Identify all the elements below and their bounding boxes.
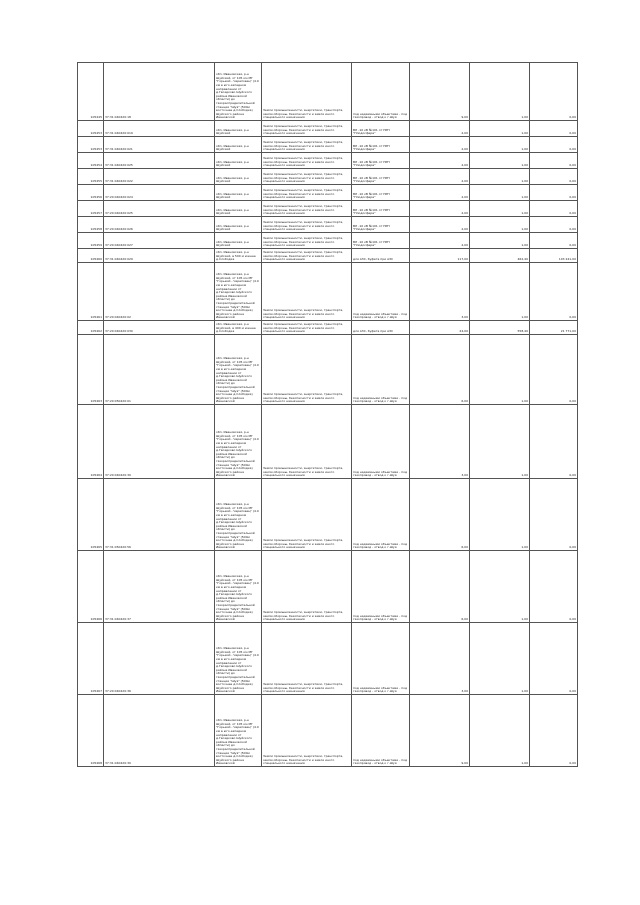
table-row: [78, 137, 578, 153]
amount: 0,00: [530, 695, 578, 767]
rate: 1,00: [470, 551, 530, 623]
rate: 558,40: [470, 321, 530, 335]
address: обл. Ивановская, р-н Шуйский, от 105 км МГ "Горький - Череповец" (4.0 км в юго-западном направлении от д.Гвоздково Шуйского района Ивановской области) до газораспределительной станции "Шуя" (500м восточнее д.Слободка) Шуйского района Ивановской: [215, 405, 262, 479]
rate: 462,40: [470, 249, 530, 263]
table-row: [78, 551, 578, 623]
land-category: Земли промышленности, энергетики, транспорта, земли обороны, безопасности и земли иного специального назначения: [262, 551, 352, 623]
area: 6,00: [410, 551, 470, 623]
land-category: Земли промышленности, энергетики, транспорта, земли обороны, безопасности и земли иного специального назначения: [262, 695, 352, 767]
row-number: 105464: [78, 405, 104, 479]
area: 3,00: [410, 263, 470, 321]
cadastral-number: 37:20:040420:024: [104, 185, 215, 201]
table-row: [78, 249, 578, 263]
land-plots-table: [77, 62, 578, 767]
amount: 21 771,00: [530, 321, 578, 335]
row-number: 105457: [78, 201, 104, 217]
amount: 0,00: [530, 153, 578, 169]
amount: 0,00: [530, 137, 578, 153]
table-row: [78, 623, 578, 695]
table-row: [78, 405, 578, 479]
area: 2,00: [410, 217, 470, 233]
permitted-use: под надземными объектами - под газопровод - отвод к г.Шуя: [352, 479, 410, 551]
cadastral-number: 37:31:040420:022: [104, 169, 215, 185]
address: обл. Ивановская, р-н Шуйский: [215, 137, 262, 153]
address: обл. Ивановская, р-н Шуйский, от 105 км МГ "Горький - Череповец" (4.0 км в юго-западном направлении от д.Гвоздково Шуйского района Ивановской области) до газораспределительной станции "Шуя" (500м восточнее д.Слободка) Шуйского района Ивановской: [215, 263, 262, 321]
rate: 1,00: [470, 217, 530, 233]
area: 24,00: [410, 321, 470, 335]
cadastral-number: 37:20:050420:01: [104, 335, 215, 405]
land-category: Земли промышленности, энергетики, транспорта, земли обороны, безопасности и земли иного специального назначения: [262, 405, 352, 479]
cadastral-number: 37:31:040420:30: [104, 695, 215, 767]
row-number: 105460: [78, 249, 104, 263]
cadastral-number: 37:31:040420:021: [104, 137, 215, 153]
rate: 1,00: [470, 63, 530, 121]
permitted-use: под надземными объектами - под газопровод - отвод к г.Шуя: [352, 335, 410, 405]
table-row: [78, 201, 578, 217]
table-row: [78, 217, 578, 233]
row-number: 105466: [78, 551, 104, 623]
row-number: 105461: [78, 263, 104, 321]
permitted-use: ВЛ -10 кВ №101 от ПРП "Плодосфера": [352, 201, 410, 217]
land-category: Земли промышленности, энергетики, транспорта, земли обороны, безопасности и земли иного специального назначения: [262, 153, 352, 169]
amount: 0,00: [530, 263, 578, 321]
address: обл. Ивановская, р-н Шуйский, от 105 км МГ "Горький - Череповец" (4.0 км в юго-западном направлении от д.Гвоздково Шуйского района Ивановской области) до газораспределительной станции "Шуя" (500м восточнее д.Слободка) Шуйского района Ивановской: [215, 551, 262, 623]
amount: 0,00: [530, 551, 578, 623]
area: 2,00: [410, 153, 470, 169]
land-category: Земли промышленности, энергетики, транспорта, земли обороны, безопасности и земли иного специального назначения: [262, 479, 352, 551]
permitted-use: под надземными объектами - под газопровод - отвод к г.Шуя: [352, 623, 410, 695]
table-row: [78, 263, 578, 321]
cadastral-number: 37:20:040420:30: [104, 405, 215, 479]
rate: 1,00: [470, 695, 530, 767]
table-row: [78, 121, 578, 137]
table-row: [78, 335, 578, 405]
amount: 0,00: [530, 335, 578, 405]
row-number: 105455: [78, 169, 104, 185]
amount: 0,00: [530, 63, 578, 121]
table-row: [78, 169, 578, 185]
cadastral-number: 37:20:040420:030: [104, 321, 215, 335]
land-category: Земли промышленности, энергетики, транспорта, земли обороны, безопасности и земли иного специального назначения: [262, 249, 352, 263]
amount: 0,00: [530, 479, 578, 551]
row-number: 105454: [78, 153, 104, 169]
row-number: 105467: [78, 623, 104, 695]
row-number: 105462: [78, 321, 104, 335]
area: 2,00: [410, 185, 470, 201]
row-number: 105465: [78, 479, 104, 551]
area: 2,00: [410, 233, 470, 249]
address: обл. Ивановская, р-н Шуйский: [215, 217, 262, 233]
row-number: 105463: [78, 335, 104, 405]
address: обл. Ивановская, р-н Шуйский: [215, 201, 262, 217]
permitted-use: под надземными объектами - под газопровод - отвод к г.Шуя: [352, 263, 410, 321]
area: 2,00: [410, 121, 470, 137]
address: обл. Ивановская, р-н Шуйский, от 105 км МГ "Горький - Череповец" (4.0 км в юго-западном направлении от д.Гвоздково Шуйского района Ивановской области) до газораспределительной станции "Шуя" (500м восточнее д.Слободка) Шуйского района Ивановской: [215, 479, 262, 551]
area: 9,00: [410, 695, 470, 767]
rate: 1,00: [470, 405, 530, 479]
rate: 1,00: [470, 185, 530, 201]
row-number: 105456: [78, 185, 104, 201]
table-row: [78, 63, 578, 121]
area: 3,00: [410, 405, 470, 479]
address: обл. Ивановская, р-н Шуйский, от 105 км МГ "Горький - Череповец" (4.0 км в юго-западном направлении от д.Гвоздково Шуйского района Ивановской области) до газораспределительной станции "Шуя" (500м восточнее д.Слободка) Шуйского района Ивановской: [215, 63, 262, 121]
permitted-use: ВЛ -10 кВ №101 от ПРП "Плодосфера": [352, 121, 410, 137]
rate: 1,00: [470, 201, 530, 217]
cadastral-number: 37:31:040420:019: [104, 121, 215, 137]
permitted-use: под надземными объектами - под газопровод - отвод к г.Шуя: [352, 63, 410, 121]
rate: 1,00: [470, 137, 530, 153]
cadastral-number: 37:31:050420:56: [104, 479, 215, 551]
row-number: 105459: [78, 233, 104, 249]
table-row: [78, 321, 578, 335]
cadastral-number: 37:20:040420:02: [104, 263, 215, 321]
table-row: [78, 185, 578, 201]
address: обл. Ивановская, р-н Шуйский: [215, 185, 262, 201]
amount: 0,00: [530, 201, 578, 217]
address: обл. Ивановская, р-н Шуйский: [215, 121, 262, 137]
table-row: [78, 695, 578, 767]
cadastral-number: 37:20:040420:026: [104, 217, 215, 233]
permitted-use: ВЛ -10 кВ №101 от ПРП "Плодосфера": [352, 153, 410, 169]
land-category: Земли промышленности, энергетики, транспорта, земли обороны, безопасности и земли иного специального назначения: [262, 63, 352, 121]
land-category: Земли промышленности, энергетики, транспорта, земли обороны, безопасности и земли иного специального назначения: [262, 137, 352, 153]
address: обл. Ивановская, р-н Шуйский: [215, 233, 262, 249]
table-row: [78, 233, 578, 249]
area: 3,00: [410, 623, 470, 695]
area: 2,00: [410, 137, 470, 153]
permitted-use: под надземными объектами - под газопровод - отвод к г.Шуя: [352, 695, 410, 767]
amount: 0,00: [530, 121, 578, 137]
permitted-use: под надземными объектами - под газопровод - отвод к г.Шуя: [352, 405, 410, 479]
permitted-use: ВЛ -10 кВ №101 от ПРП "Плодосфера": [352, 185, 410, 201]
rate: 1,00: [470, 169, 530, 185]
land-category: Земли промышленности, энергетики, транспорта, земли обороны, безопасности и земли иного специального назначения: [262, 263, 352, 321]
amount: 0,00: [530, 405, 578, 479]
rate: 1,00: [470, 479, 530, 551]
permitted-use: для АЗС, буфета при АЗС: [352, 249, 410, 263]
table-row: [78, 479, 578, 551]
address: обл. Ивановская, р-н Шуйский: [215, 169, 262, 185]
row-number: 105445: [78, 63, 104, 121]
land-category: Земли промышленности, энергетики, транспорта, земли обороны, безопасности и земли иного специального назначения: [262, 185, 352, 201]
permitted-use: для АЗС, буфета при АЗС: [352, 321, 410, 335]
rate: 1,00: [470, 623, 530, 695]
table-row: [78, 153, 578, 169]
amount: 0,00: [530, 185, 578, 201]
address: обл. Ивановская, р-н Шуйский, от 105 км МГ "Горький - Череповец" (4.0 км в юго-западном направлении от д.Гвоздково Шуйского района Ивановской области) до газораспределительной станции "Шуя" (500м восточнее д.Слободка) Шуйского района Ивановской: [215, 623, 262, 695]
rate: 1,00: [470, 335, 530, 405]
row-number: 105453: [78, 137, 104, 153]
permitted-use: под надземными объектами - под газопровод - отвод к г.Шуя: [352, 551, 410, 623]
area: 117,00: [410, 249, 470, 263]
address: обл. Ивановская, р-н Шуйский, в 500 м южнее д.Слободка: [215, 249, 262, 263]
amount: 0,00: [530, 217, 578, 233]
permitted-use: ВЛ -10 кВ №101 от ПРП "Плодосфера": [352, 137, 410, 153]
area: 6,00: [410, 335, 470, 405]
permitted-use: ВЛ -10 кВ №101 от ПРП "Плодосфера": [352, 169, 410, 185]
land-category: Земли промышленности, энергетики, транспорта, земли обороны, безопасности и земли иного специального назначения: [262, 121, 352, 137]
cadastral-number: 37:31:040420:029: [104, 249, 215, 263]
cadastral-number: 37:20:040420:027: [104, 233, 215, 249]
address: обл. Ивановская, р-н Шуйский, от 105 км МГ "Горький - Череповец" (4.0 км в юго-западном направлении от д.Гвоздково Шуйского района Ивановской области) до газораспределительной станции "Шуя" (500м восточнее д.Слободка) Шуйского района Ивановской: [215, 695, 262, 767]
cadastral-number: 37:20:040420:36: [104, 623, 215, 695]
row-number: 105453: [78, 121, 104, 137]
address: обл. Ивановская, р-н Шуйский: [215, 153, 262, 169]
permitted-use: ВЛ -10 кВ №101 от ПРП "Плодосфера": [352, 217, 410, 233]
row-number: 105458: [78, 217, 104, 233]
amount: 0,00: [530, 233, 578, 249]
table-body: [78, 63, 578, 767]
rate: 1,00: [470, 153, 530, 169]
land-category: Земли промышленности, энергетики, транспорта, земли обороны, безопасности и земли иного специального назначения: [262, 623, 352, 695]
cadastral-number: 37:31:040420:37: [104, 551, 215, 623]
land-category: Земли промышленности, энергетики, транспорта, земли обороны, безопасности и земли иного специального назначения: [262, 201, 352, 217]
area: 9,00: [410, 63, 470, 121]
cadastral-number: 37:31:040420:18: [104, 63, 215, 121]
land-category: Земли промышленности, энергетики, транспорта, земли обороны, безопасности и земли иного специального назначения: [262, 169, 352, 185]
row-number: 105468: [78, 695, 104, 767]
cadastral-number: 37:20:040420:025: [104, 201, 215, 217]
address: обл. Ивановская, р-н Шуйский, от 105 км МГ "Горький - Череповец" (4.0 км в юго-западном направлении от д.Гвоздково Шуйского района Ивановской области) до газораспределительной станции "Шуя" (500м восточнее д.Слободка) Шуйского района Ивановской: [215, 335, 262, 405]
land-category: Земли промышленности, энергетики, транспорта, земли обороны, безопасности и земли иного специального назначения: [262, 321, 352, 335]
rate: 1,00: [470, 233, 530, 249]
permitted-use: ВЛ -10 кВ №101 от ПРП "Плодосфера": [352, 233, 410, 249]
land-category: Земли промышленности, энергетики, транспорта, земли обороны, безопасности и земли иного специального назначения: [262, 335, 352, 405]
amount: 0,00: [530, 169, 578, 185]
land-category: Земли промышленности, энергетики, транспорта, земли обороны, безопасности и земли иного специального назначения: [262, 217, 352, 233]
rate: 1,00: [470, 263, 530, 321]
area: 2,00: [410, 201, 470, 217]
area: 6,00: [410, 479, 470, 551]
amount: 0,00: [530, 623, 578, 695]
rate: 1,00: [470, 121, 530, 137]
cadastral-number: 37:31:040420:025: [104, 153, 215, 169]
amount: 103 241,00: [530, 249, 578, 263]
area: 2,00: [410, 169, 470, 185]
land-category: Земли промышленности, энергетики, транспорта, земли обороны, безопасности и земли иного специального назначения: [262, 233, 352, 249]
address: обл. Ивановская, р-н Шуйский, в 400 м южнее д.Слободка: [215, 321, 262, 335]
